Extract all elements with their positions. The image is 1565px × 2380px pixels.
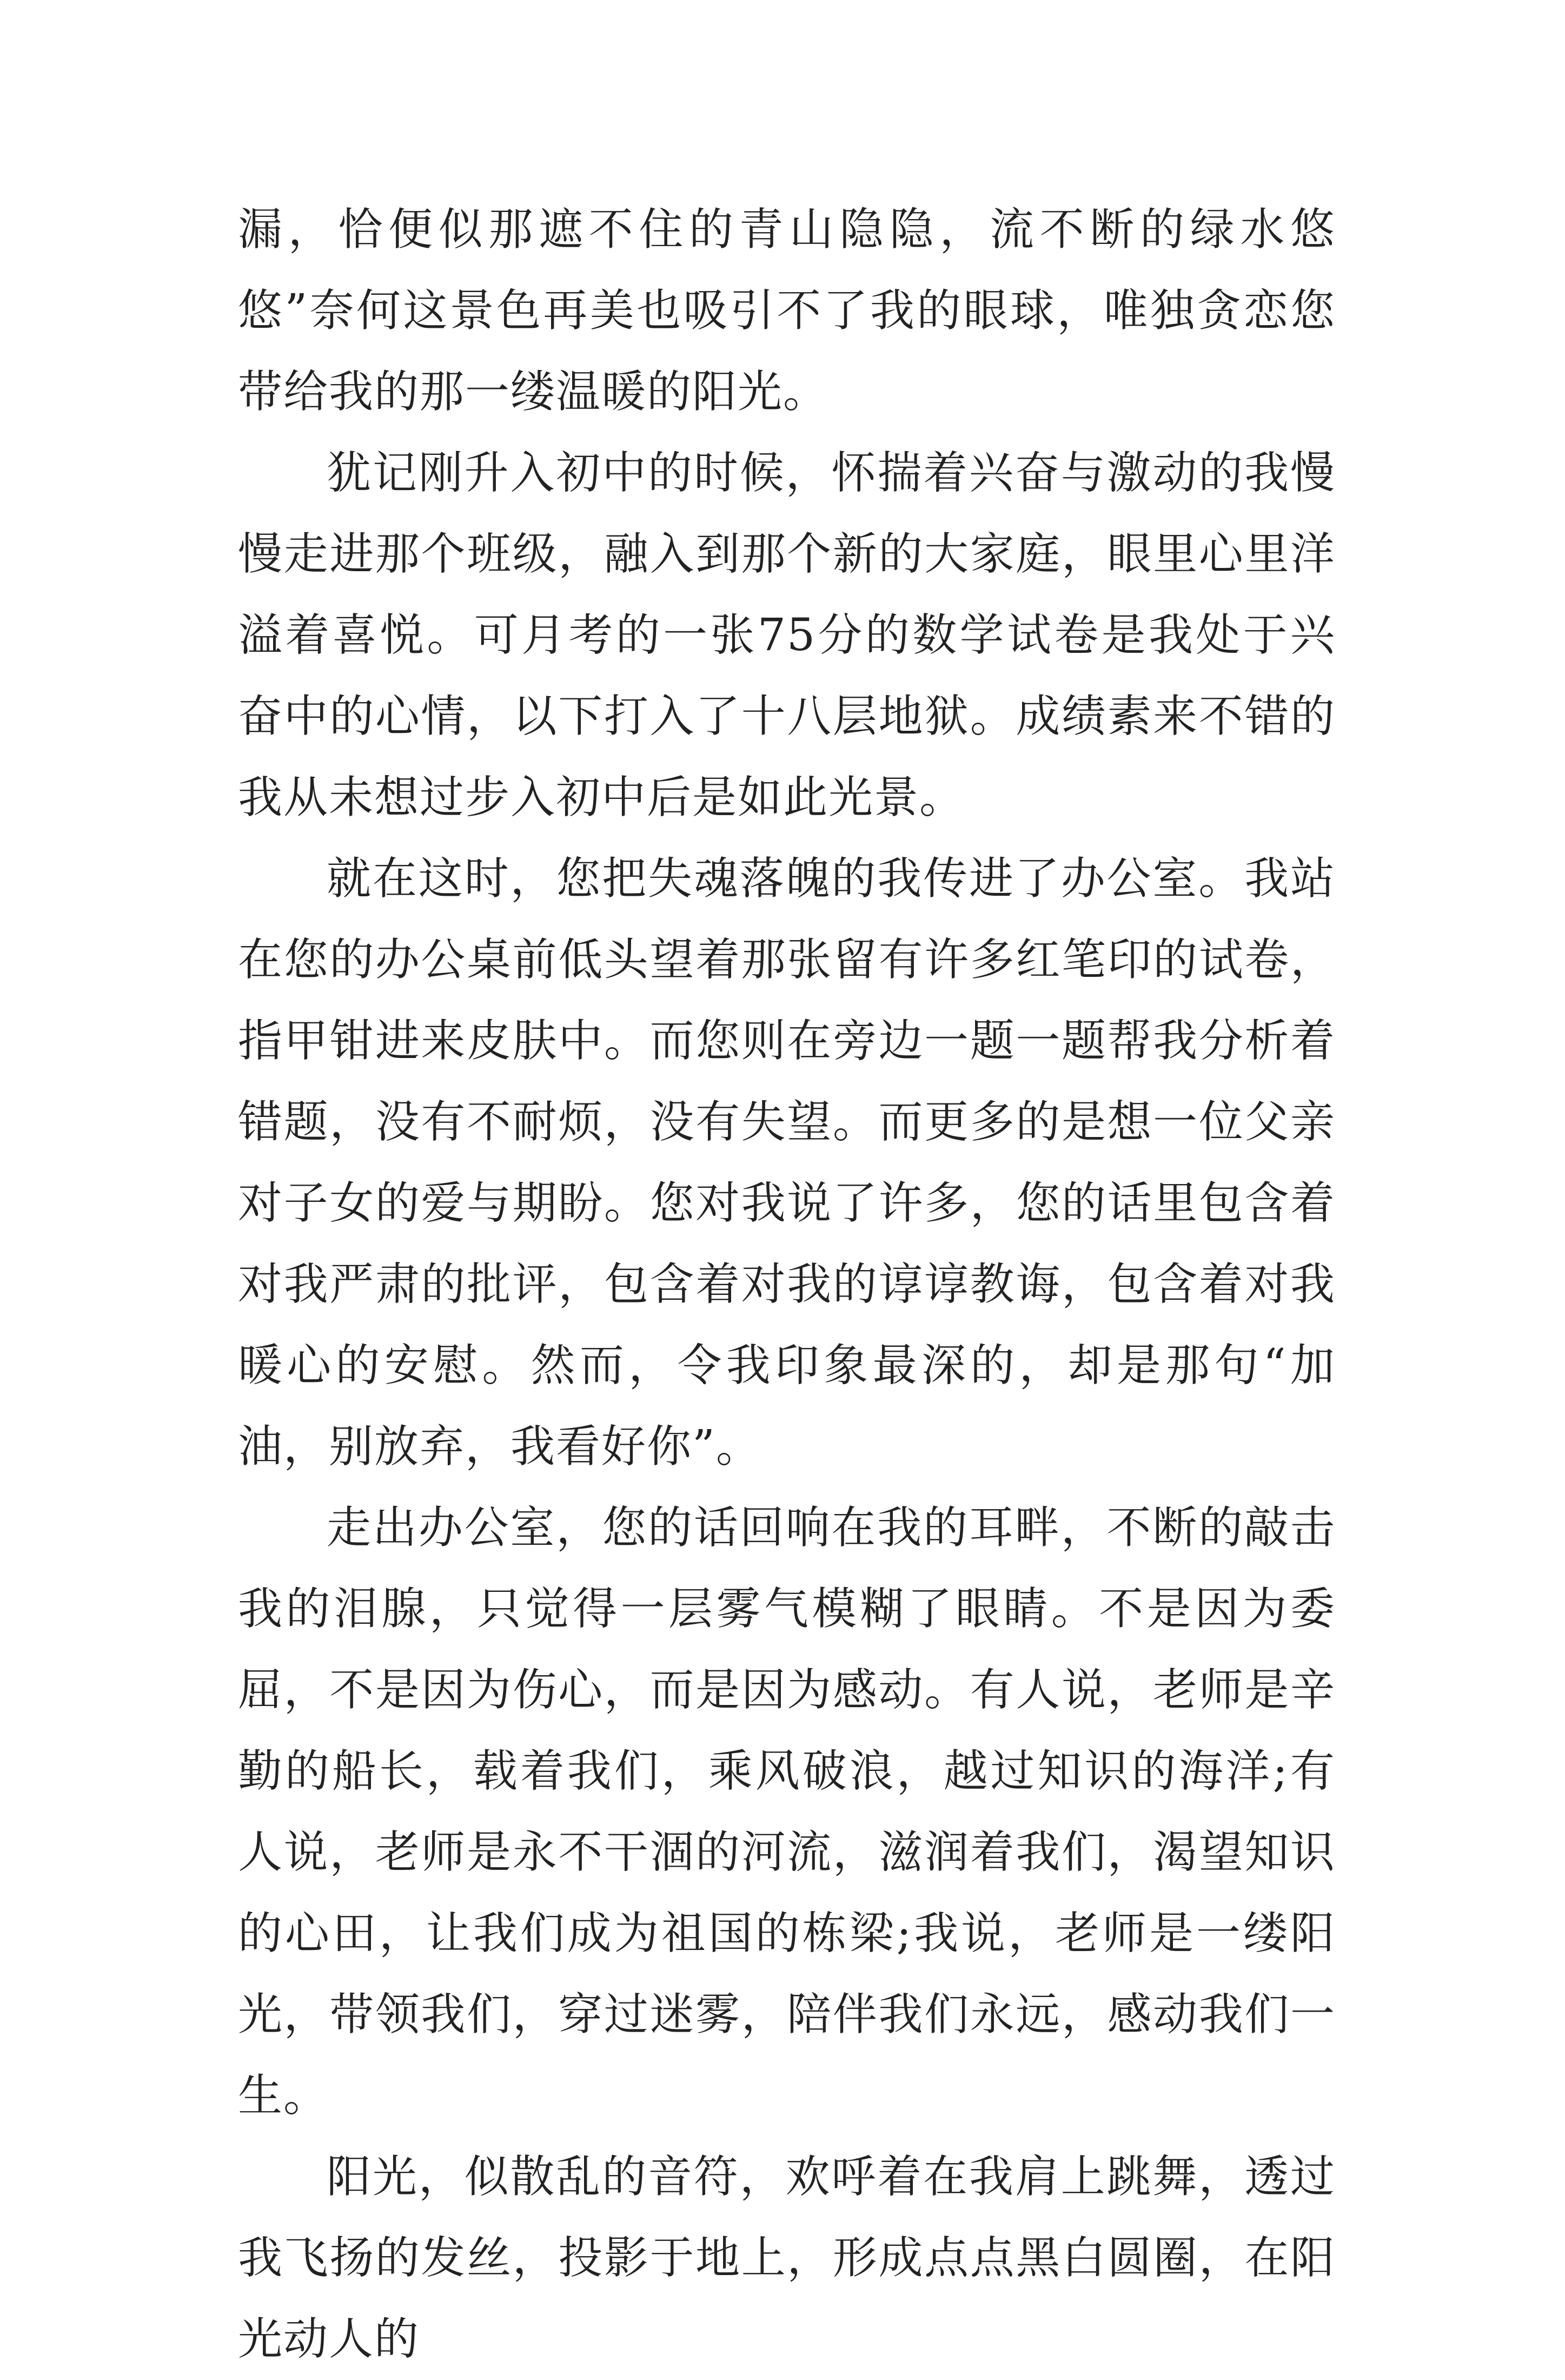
paragraph-4: 走出办公室，您的话回响在我的耳畔，不断的敲击我的泪腺，只觉得一层雾气模糊了眼睛。不是因为委屈，不是因为伤心，而是因为感动。有人说，老师是辛勤的船长，载着我们，乘风破浪，越过知识的海洋;有人说，老师是永不干涸的河流，滋润着我们，渴望知识的心田，让我们成为祖国的栋梁;我说，老师是一缕阳光，带领我们，穿过迷雾，陪伴我们永远，感动我们一生。 <box>238 1502 1336 2121</box>
paragraph-5: 阳光，似散乱的音符，欢呼着在我肩上跳舞，透过我飞扬的发丝，投影于地上，形成点点黑白圆圈，在阳光动人的 <box>238 2151 1336 2365</box>
paragraph-3: 就在这时，您把失魂落魄的我传进了办公室。我站在您的办公桌前低头望着那张留有许多红笔印的试卷，指甲钳进来皮肤中。而您则在旁边一题一题帮我分析着错题，没有不耐烦，没有失望。而更多的是想一位父亲对子女的爱与期盼。您对我说了许多，您的话里包含着对我严肃的批评，包含着对我的谆谆教诲，包含着对我暖心的安慰。然而，令我印象最深的，却是那句“加油，别放弃，我看好你”。 <box>238 853 1336 1472</box>
paragraph-1: 漏，恰便似那遮不住的青山隐隐，流不断的绿水悠悠”奈何这景色再美也吸引不了我的眼球，唯独贪恋您带给我的那一缕温暖的阳光。 <box>238 204 1336 418</box>
paragraph-2: 犹记刚升入初中的时候，怀揣着兴奋与激动的我慢慢走进那个班级，融入到那个新的大家庭，眼里心里洋溢着喜悦。可月考的一张75分的数学试卷是我处于兴奋中的心情，以下打入了十八层地狱。成绩素来不错的我从未想过步入初中后是如此光景。 <box>238 447 1336 823</box>
document-page <box>238 189 1336 2380</box>
